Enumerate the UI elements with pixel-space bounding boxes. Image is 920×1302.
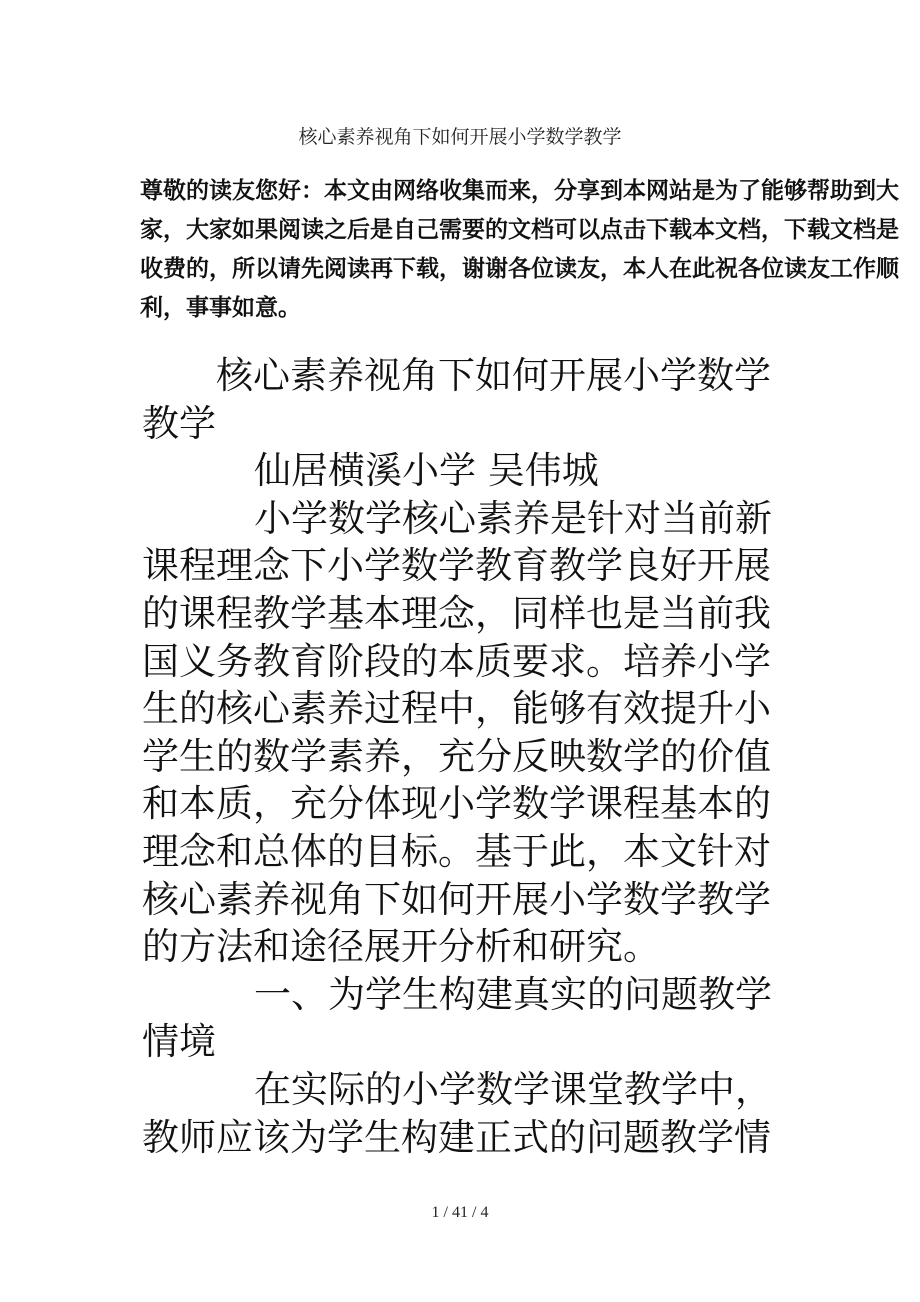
notice-line: 利，事事如意。: [140, 295, 301, 321]
intro-line: 学生的数学素养，充分反映数学的价值: [142, 734, 771, 778]
intro-line: 小学数学核心素养是针对当前新: [254, 496, 772, 540]
intro-line: 和本质，充分体现小学数学课程基本的: [142, 782, 771, 826]
intro-line: 课程理念下小学数学教育教学良好开展: [142, 544, 771, 588]
section-heading: 一、为学生构建真实的问题教学: [254, 972, 772, 1016]
intro-line: 生的核心素养过程中，能够有效提升小: [142, 687, 771, 731]
notice-line: 收费的，所以请先阅读再下载，谢谢各位读友，本人在此祝各位读友工作顺: [140, 256, 899, 282]
document-body: [142, 352, 802, 1161]
notice-line: 家，大家如果阅读之后是自己需要的文档可以点击下载本文档，下载文档是: [140, 217, 899, 243]
download-notice: [140, 172, 899, 328]
intro-line: 的课程教学基本理念，同样也是当前我: [142, 591, 771, 635]
page-header-title: 核心素养视角下如何开展小学数学教学: [298, 126, 622, 148]
page-indicator: 1 / 41 / 4: [431, 1204, 489, 1221]
intro-line: 的方法和途径展开分析和研究。: [142, 925, 660, 969]
paragraph-line: 教师应该为学生构建正式的问题教学情: [142, 1115, 771, 1159]
intro-line: 核心素养视角下如何开展小学数学教学: [142, 877, 771, 921]
document-title: 核心素养视角下如何开展小学数学: [216, 354, 771, 397]
intro-line: 国义务教育阶段的本质要求。培养小学: [142, 639, 771, 683]
document-title-cont: 教学: [142, 401, 216, 445]
intro-line: 理念和总体的目标。基于此，本文针对: [142, 829, 771, 873]
section-heading-cont: 情境: [142, 1020, 216, 1064]
document-author: 仙居横溪小学 吴伟城: [254, 449, 599, 493]
notice-line: 尊敬的读友您好：本文由网络收集而来，分享到本网站是为了能够帮助到大: [140, 178, 899, 204]
paragraph-line: 在实际的小学数学课堂教学中，: [254, 1067, 772, 1111]
